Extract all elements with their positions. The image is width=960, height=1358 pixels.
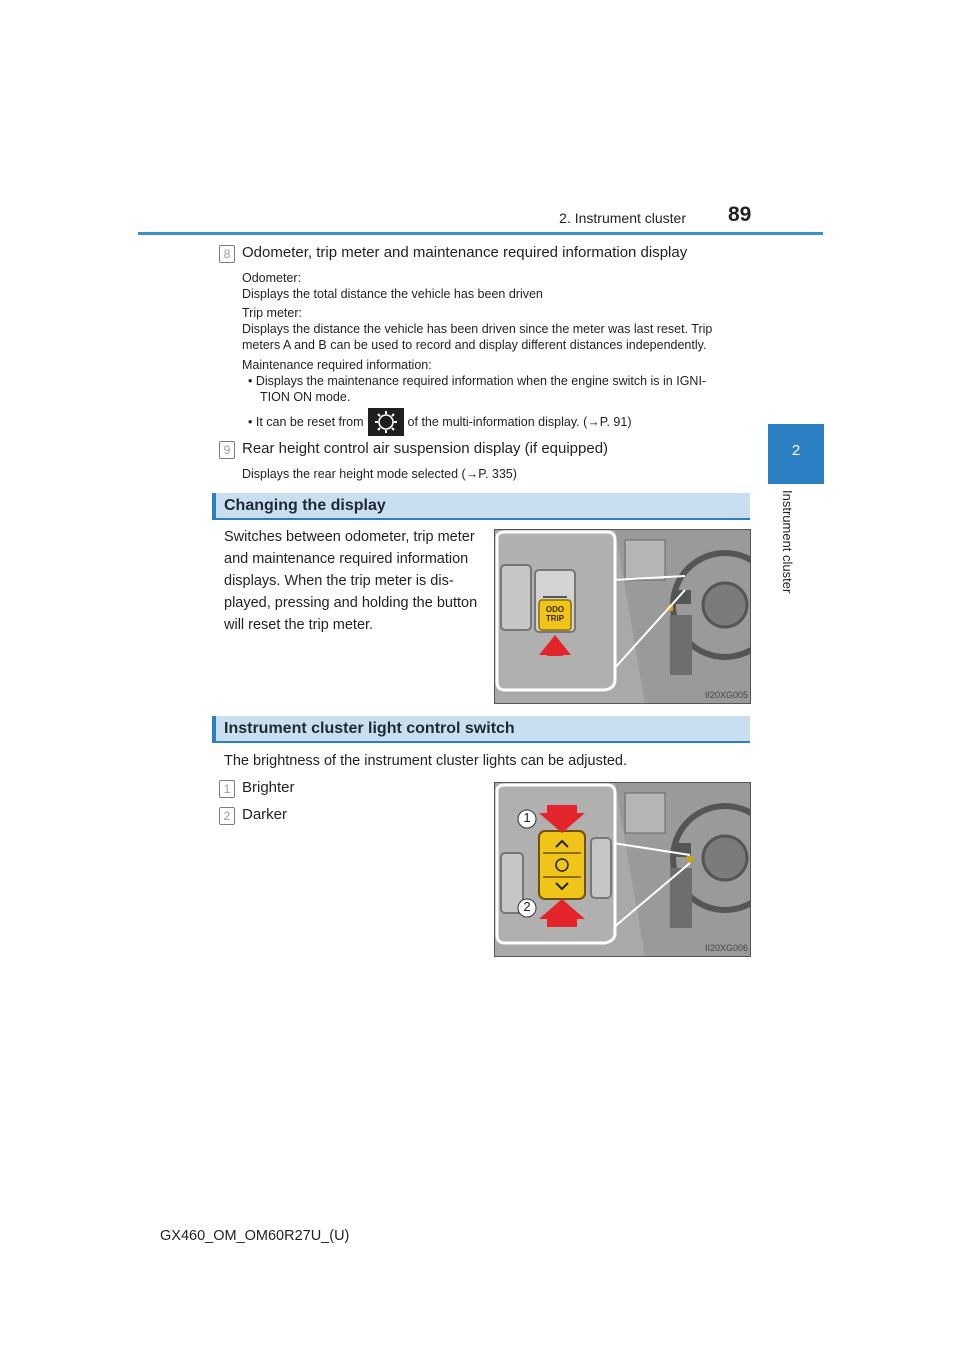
para-line-5: will reset the trip meter. [224,617,374,633]
bullet-2-post: of the multi-information display. (→P. 91) [407,415,632,429]
odo-text: ODO [545,605,565,614]
rear-height-desc: Displays the rear height mode selected (→P. 335) [242,467,517,481]
chapter-tab-label: Instrument cluster [780,490,795,594]
para-line-1: Switches between odometer, trip meter [224,529,475,545]
image-code-1: II20XG005 [705,690,749,700]
header-rule [138,232,823,235]
running-header-chapter: 2. Instrument cluster [559,210,686,226]
maintenance-bullet-1a: • Displays the maintenance required information when the engine switch is in IGNI- [248,374,707,388]
para-line-3: displays. When the trip meter is dis- [224,573,454,589]
odo-trip-illustration [494,529,751,704]
item-title-rear-height: Rear height control air suspension display (if equipped) [242,440,609,457]
para-line-2: and maintenance required information [224,551,469,567]
image-code-2: II20XG006 [705,943,749,953]
maintenance-bullet-2 [248,408,632,436]
list-label-darker: Darker [242,806,288,823]
page-number: 89 [728,203,752,226]
section-heading-changing-display [212,493,750,520]
odometer-desc: Displays the total distance the vehicle has been driven [242,287,543,301]
document-code: GX460_OM_OM60R27U_(U) [160,1228,350,1244]
callout-1: 1 [523,810,531,825]
odometer-label: Odometer: [242,271,302,285]
settings-gear-icon [368,408,404,436]
trip-label: Trip meter: [242,306,302,320]
changing-display-paragraph [224,526,480,636]
list-badge-1: 1 [219,780,235,798]
trip-text: TRIP [545,614,565,623]
brightness-switch-illustration [494,782,751,957]
list-badge-2: 2 [219,807,235,825]
para-line-4: played, pressing and holding the button [224,595,478,611]
odo-trip-button-label [545,605,565,623]
item-title-odometer: Odometer, trip meter and maintenance required information display [242,244,688,261]
callout-2: 2 [523,899,531,914]
light-control-intro: The brightness of the instrument cluster lights can be adjusted. [224,753,627,769]
maintenance-bullet-1b: TION ON mode. [260,390,351,404]
section-heading-text: Changing the display [224,497,386,514]
section-heading-text-2: Instrument cluster light control switch [224,720,515,737]
list-label-brighter: Brighter [242,779,295,796]
maintenance-label: Maintenance required information: [242,358,432,372]
trip-desc-2: meters A and B can be used to record and display different distances independently. [242,338,707,352]
item-badge-8: 8 [219,245,235,263]
bullet-2-pre: • It can be reset from [248,415,364,429]
section-heading-light-control [212,716,750,743]
trip-desc-1: Displays the distance the vehicle has been driven since the meter was last reset. Trip [242,322,713,336]
chapter-tab: 2 [768,424,824,484]
item-badge-9: 9 [219,441,235,459]
